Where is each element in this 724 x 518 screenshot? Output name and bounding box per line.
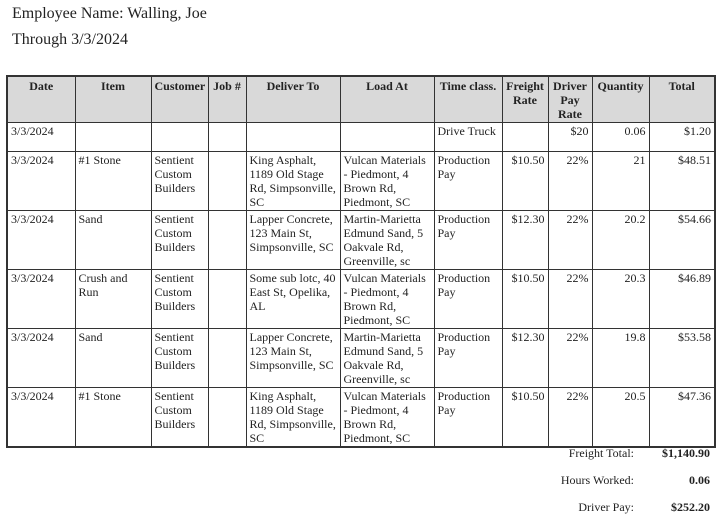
- table-row: [7, 270, 715, 329]
- cell-deliver-to: Lapper Concrete, 123 Main St, Simpsonville, SC: [246, 211, 340, 270]
- cell-time-class: Production Pay: [434, 152, 502, 211]
- freight-total-value: $1,140.90: [662, 446, 710, 460]
- cell-load-at: Martin-Marietta Edmund Sand, 5 Oakvale Rd, Greenville, sc: [340, 211, 434, 270]
- cell-load-at: Vulcan Materials - Piedmont, 4 Brown Rd, Piedmont, SC: [340, 388, 434, 448]
- cell-customer: Sentient Custom Builders: [151, 270, 208, 329]
- col-total: Total: [649, 76, 715, 123]
- cell-deliver-to: King Asphalt, 1189 Old Stage Rd, Simpsonville, SC: [246, 388, 340, 448]
- cell-job: [208, 123, 246, 152]
- cell-load-at: Vulcan Materials - Piedmont, 4 Brown Rd, Piedmont, SC: [340, 270, 434, 329]
- cell-customer: Sentient Custom Builders: [151, 388, 208, 448]
- cell-date: 3/3/2024: [7, 329, 75, 388]
- cell-freight-rate: $12.30: [502, 329, 548, 388]
- cell-item: Sand: [75, 211, 151, 270]
- col-time-class: Time class.: [434, 76, 502, 123]
- cell-job: [208, 211, 246, 270]
- cell-date: 3/3/2024: [7, 152, 75, 211]
- driver-pay-row: [504, 500, 710, 515]
- cell-time-class: Drive Truck: [434, 123, 502, 152]
- col-item: Item: [75, 76, 151, 123]
- driver-pay-value: $252.20: [671, 500, 710, 514]
- cell-driver-pay-rate: $20: [548, 123, 592, 152]
- cell-total: $47.36: [649, 388, 715, 448]
- table-row: [7, 123, 715, 152]
- freight-total-row: [504, 446, 710, 461]
- col-job: Job #: [208, 76, 246, 123]
- driver-pay-label: Driver Pay:: [578, 500, 634, 514]
- cell-quantity: 0.06: [592, 123, 649, 152]
- cell-deliver-to: [246, 123, 340, 152]
- cell-job: [208, 388, 246, 448]
- cell-freight-rate: $12.30: [502, 211, 548, 270]
- cell-time-class: Production Pay: [434, 211, 502, 270]
- cell-freight-rate: $10.50: [502, 152, 548, 211]
- col-deliver-to: Deliver To: [246, 76, 340, 123]
- cell-job: [208, 152, 246, 211]
- col-freight-rate: Freight Rate: [502, 76, 548, 123]
- col-driver-pay-rate: Driver Pay Rate: [548, 76, 592, 123]
- table-row: [7, 388, 715, 448]
- cell-job: [208, 270, 246, 329]
- hours-worked-label: Hours Worked:: [560, 473, 634, 487]
- cell-item: [75, 123, 151, 152]
- cell-total: $53.58: [649, 329, 715, 388]
- cell-date: 3/3/2024: [7, 211, 75, 270]
- cell-item: #1 Stone: [75, 388, 151, 448]
- cell-item: Sand: [75, 329, 151, 388]
- cell-total: $54.66: [649, 211, 715, 270]
- cell-freight-rate: [502, 123, 548, 152]
- cell-load-at: Martin-Marietta Edmund Sand, 5 Oakvale Rd, Greenville, sc: [340, 329, 434, 388]
- cell-quantity: 21: [592, 152, 649, 211]
- cell-date: 3/3/2024: [7, 388, 75, 448]
- cell-customer: Sentient Custom Builders: [151, 211, 208, 270]
- hours-worked-row: [504, 473, 710, 488]
- col-load-at: Load At: [340, 76, 434, 123]
- cell-item: Crush and Run: [75, 270, 151, 329]
- cell-total: $48.51: [649, 152, 715, 211]
- col-date: Date: [7, 76, 75, 123]
- cell-total: $46.89: [649, 270, 715, 329]
- cell-total: $1.20: [649, 123, 715, 152]
- cell-job: [208, 329, 246, 388]
- cell-time-class: Production Pay: [434, 329, 502, 388]
- cell-driver-pay-rate: 22%: [548, 211, 592, 270]
- cell-driver-pay-rate: 22%: [548, 270, 592, 329]
- cell-quantity: 19.8: [592, 329, 649, 388]
- cell-quantity: 20.5: [592, 388, 649, 448]
- employee-name: Employee Name: Walling, Joe: [12, 5, 207, 22]
- cell-load-at: Vulcan Materials - Piedmont, 4 Brown Rd, Piedmont, SC: [340, 152, 434, 211]
- cell-deliver-to: Some sub lotc, 40 East St, Opelika, AL: [246, 270, 340, 329]
- cell-customer: Sentient Custom Builders: [151, 329, 208, 388]
- col-customer: Customer: [151, 76, 208, 123]
- cell-customer: [151, 123, 208, 152]
- cell-item: #1 Stone: [75, 152, 151, 211]
- through-date: Through 3/3/2024: [12, 31, 128, 48]
- cell-deliver-to: Lapper Concrete, 123 Main St, Simpsonville, SC: [246, 329, 340, 388]
- table-row: [7, 329, 715, 388]
- cell-driver-pay-rate: 22%: [548, 152, 592, 211]
- cell-time-class: Production Pay: [434, 388, 502, 448]
- delivery-table: [6, 75, 716, 448]
- table-row: [7, 152, 715, 211]
- cell-freight-rate: $10.50: [502, 388, 548, 448]
- cell-freight-rate: $10.50: [502, 270, 548, 329]
- freight-total-label: Freight Total:: [568, 446, 634, 460]
- cell-customer: Sentient Custom Builders: [151, 152, 208, 211]
- cell-quantity: 20.2: [592, 211, 649, 270]
- cell-quantity: 20.3: [592, 270, 649, 329]
- cell-date: 3/3/2024: [7, 123, 75, 152]
- cell-date: 3/3/2024: [7, 270, 75, 329]
- cell-driver-pay-rate: 22%: [548, 329, 592, 388]
- cell-time-class: Production Pay: [434, 270, 502, 329]
- cell-load-at: [340, 123, 434, 152]
- hours-worked-value: 0.06: [689, 473, 710, 487]
- cell-deliver-to: King Asphalt, 1189 Old Stage Rd, Simpsonville, SC: [246, 152, 340, 211]
- table-row: [7, 211, 715, 270]
- col-quantity: Quantity: [592, 76, 649, 123]
- cell-driver-pay-rate: 22%: [548, 388, 592, 448]
- header-row: [7, 76, 715, 123]
